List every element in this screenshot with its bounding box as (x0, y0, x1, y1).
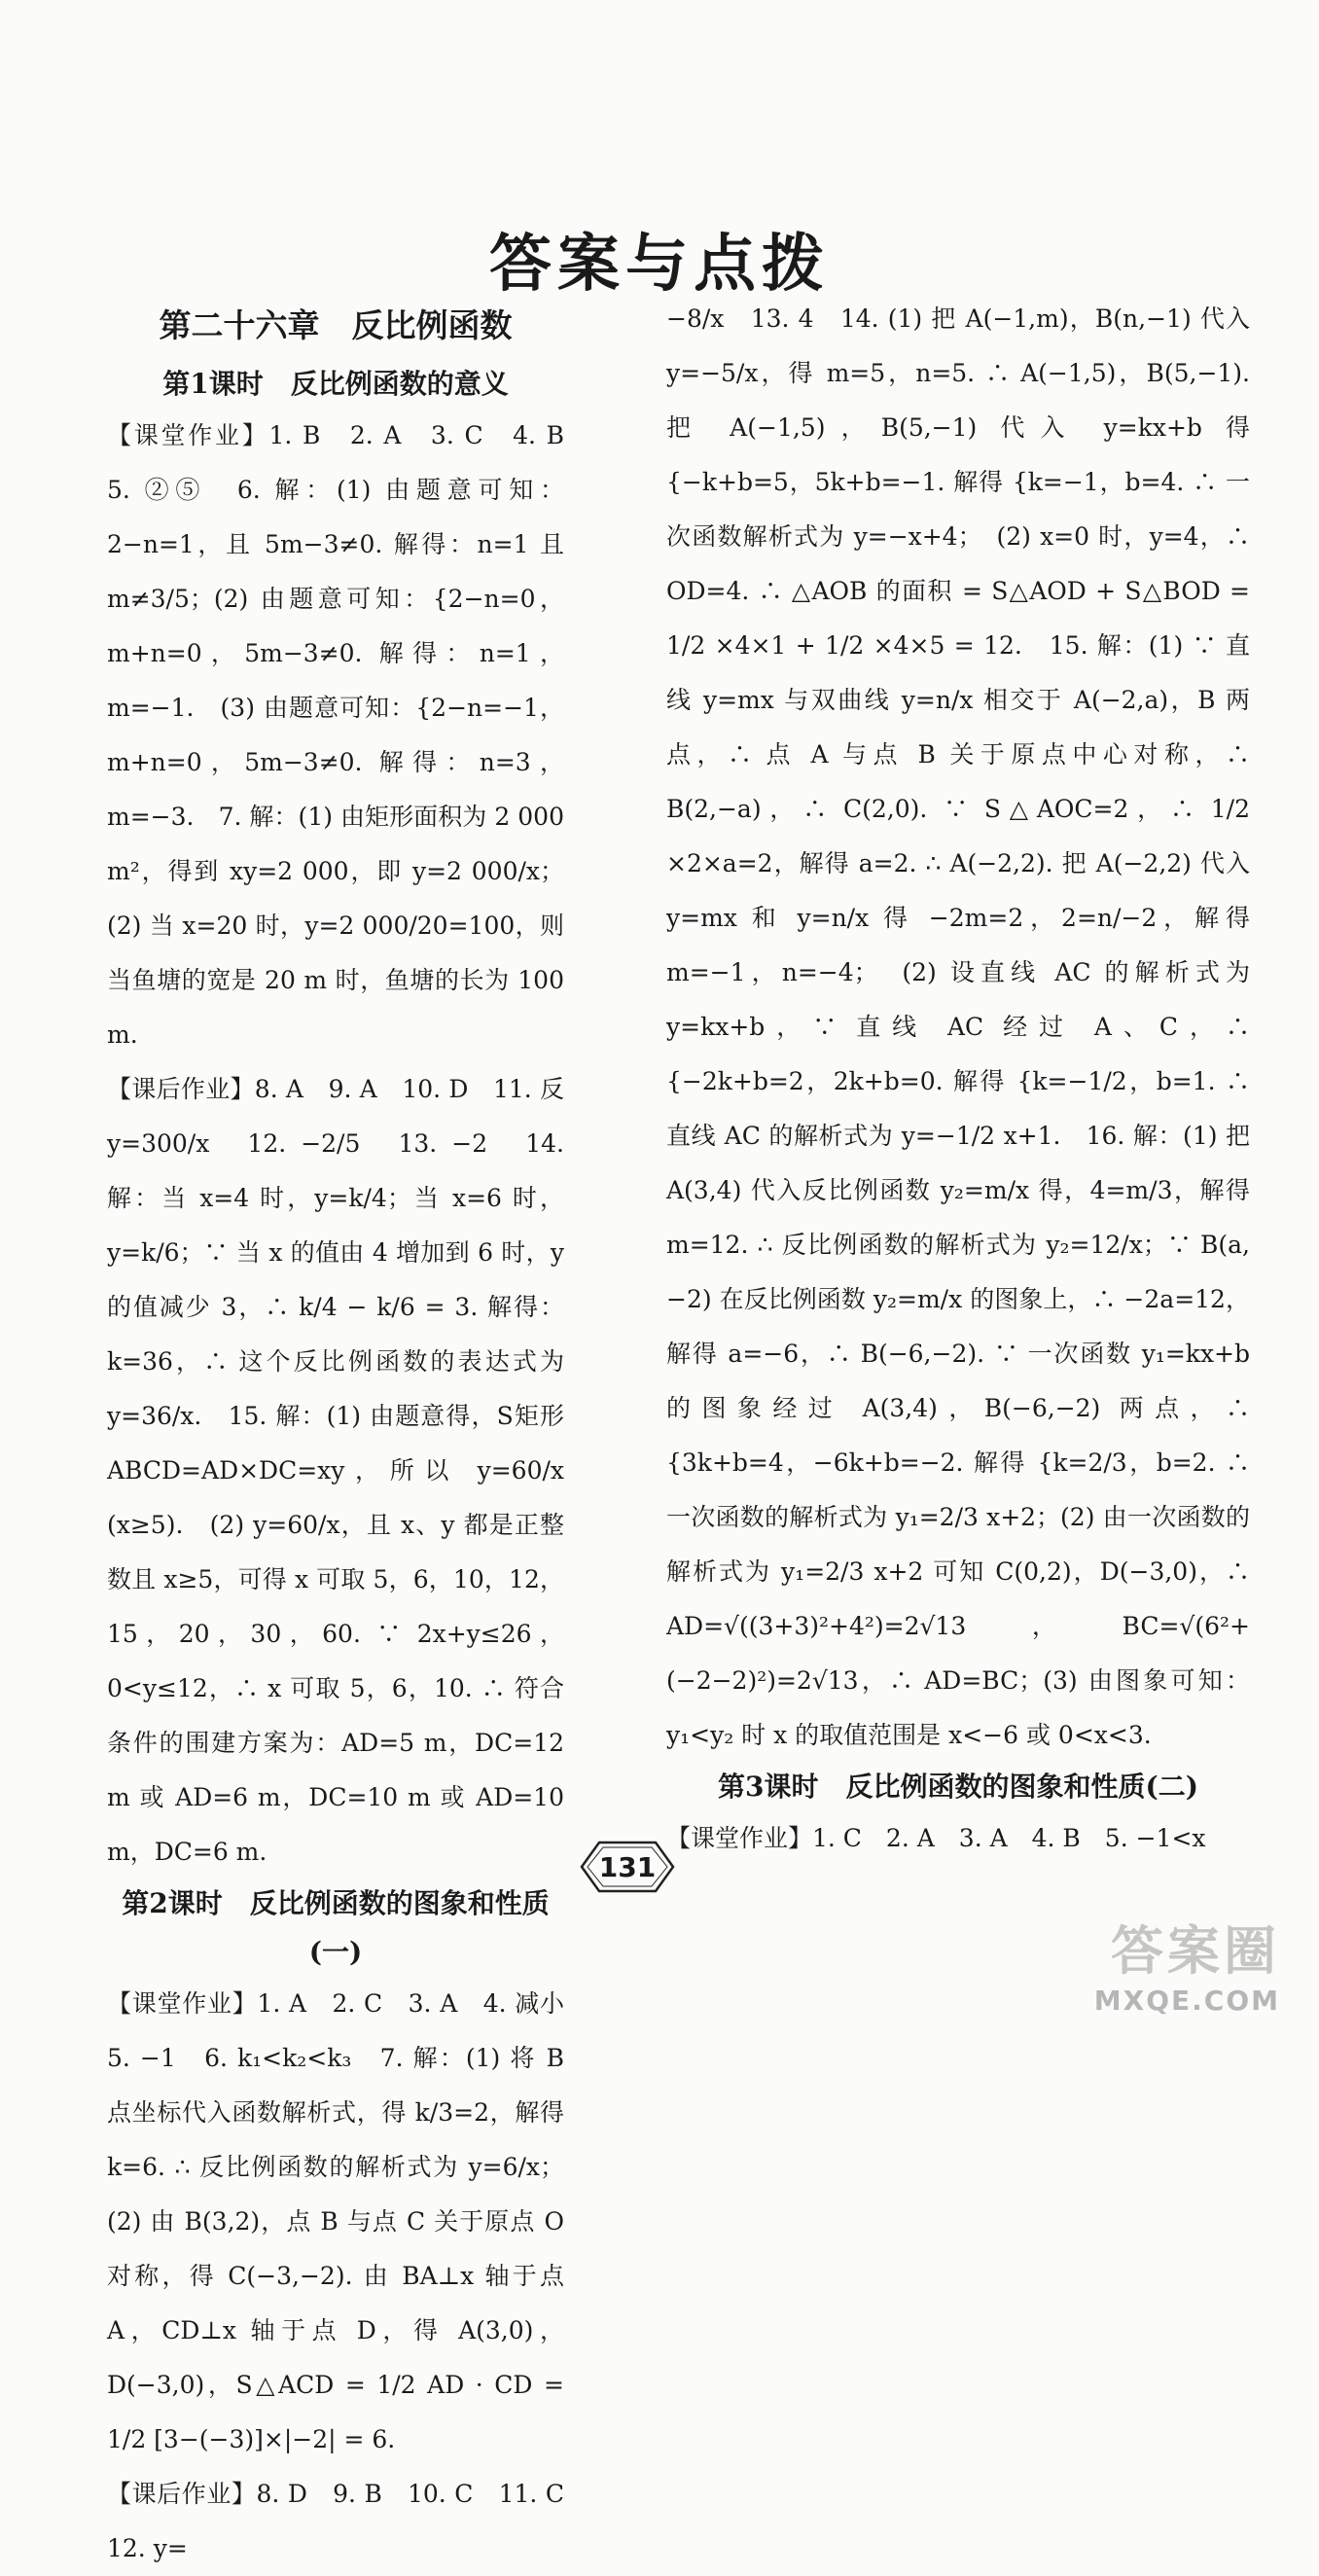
page-number-text: 131 (598, 1850, 657, 1883)
lesson-1-title: 第1课时 反比例函数的意义 (162, 368, 509, 400)
lesson-2-title: 第2课时 反比例函数的图象和性质(一) (122, 1887, 550, 1968)
watermark (969, 1910, 1280, 2017)
page-number (574, 1839, 681, 1895)
watermark-url: MXQE.COM (1093, 1985, 1280, 2017)
right-column-answers: −8/x 13. 4 14. (1) 把 A(−1,m)，B(n,−1) 代入 y=−5/x，得 m=5，n=5. ∴ A(−1,5)，B(5,−1). 把 A(−1,5)，B(5,−1) 代入 y=kx+b 得 {−k+b=5，5k+b=−1. 解得 {k=−1，b=4. ∴ 一次函数解析式为 y=−x+4； (2) x=0 时，y=4，∴ OD=4. ∴ △AOB 的面积 = S△AOD + S△BOD = 1/2 ×4×1 + 1/2 ×4×5 = 12. 15. 解：(1) ∵ 直线 y=mx 与双曲线 y=n/x 相交于 A(−2,a)，B 两点，∴ 点 A 与点 B 关于原点中心对称，∴ B(2,−a)，∴ C(2,0). ∵ S△AOC=2，∴ 1/2 ×2×a=2，解得 a=2. ∴ A(−2,2). 把 A(−2,2) 代入 y=mx 和 y=n/x 得 −2m=2，2=n/−2，解得 m=−1，n=−4； (2) 设直线 AC 的解析式为 y=kx+b，∵ 直线 AC 经过 A、C，∴ {−2k+b=2，2k+b=0. 解得 {k=−1/2，b=1. ∴ 直线 AC 的解析式为 y=−1/2 x+1. 16. 解：(1) 把 A(3,4) 代入反比例函数 y₂=m/x 得，4=m/3，解得 m=12. ∴ 反比例函数的解析式为 y₂=12/x；∵ B(a,−2) 在反比例函数 y₂=m/x 的图象上，∴ −2a=12，解得 a=−6，∴ B(−6,−2). ∵ 一次函数 y₁=kx+b 的图象经过 A(3,4)，B(−6,−2) 两点，∴ {3k+b=4，−6k+b=−2. 解得 {k=2/3，b=2. ∴ 一次函数的解析式为 y₁=2/3 x+2；(2) 由一次函数的解析式为 y₁=2/3 x+2 可知 C(0,2)，D(−3,0)，∴ AD=√((3+3)²+4²)=2√13，BC=√(6²+(−2−2)²)=2√13，∴ AD=BC；(3) 由图象可知：y₁<y₂ 时 x 的取值范围是 x<−6 或 0<x<3. (666, 304, 1250, 1749)
lesson-2-homework: 【课后作业】8. D 9. B 10. C 11. C 12. y= (107, 2480, 589, 2562)
lesson-3-class-work: 【课堂作业】1. C 2. A 3. A 4. B 5. −1<x (666, 1824, 1206, 1852)
lesson-1-class-work: 【课堂作业】1. B 2. A 3. C 4. B 5. ②⑤ 6. 解：(1) 由题意可知：2−n=1，且 5m−3≠0. 解得：n=1 且 m≠3/5；(2) 由题意可知：{2−n=0，m+n=0，5m−3≠0. 解得：n=1，m=−1. (3) 由题意可知：{2−n=−1，m+n=0，5m−3≠0. 解得：n=3，m=−3. 7. 解：(1) 由矩形面积为 2 000 m²，得到 xy=2 000，即 y=2 000/x；(2) 当 x=20 时，y=2 000/20=100，则当鱼塘的宽是 20 m 时，鱼塘的长为 100 m. (107, 421, 589, 1049)
chapter-title: 第二十六章 反比例函数 (159, 306, 513, 344)
left-column (107, 292, 589, 2576)
lesson-1-homework: 【课后作业】8. A 9. A 10. D 11. 反 y=300/x 12. −2/5 13. −2 14. 解：当 x=4 时，y=k/4；当 x=6 时，y=k/6；∵ 当 x 的值由 4 增加到 6 时，y 的值减少 3，∴ k/4 − k/6 = 3. 解得：k=36，∴ 这个反比例函数的表达式为 y=36/x. 15. 解：(1) 由题意得，S矩形ABCD=AD×DC=xy，所以 y=60/x (x≥5). (2) y=60/x，且 x、y 都是正整数且 x≥5，可得 x 可取 5，6，10，12，15，20，30，60. ∵ 2x+y≤26，0<y≤12，∴ x 可取 5，6，10. ∴ 符合条件的围建方案为：AD=5 m，DC=12 m 或 AD=6 m，DC=10 m 或 AD=10 m，DC=6 m. (107, 1075, 589, 1866)
watermark-logo: 答案圈 (1111, 1920, 1280, 1982)
lesson-3-title: 第3课时 反比例函数的图象和性质(二) (718, 1771, 1198, 1803)
right-column (666, 292, 1250, 1866)
page-title: 答案与点拨 (489, 228, 830, 301)
lesson-2-class-work: 【课堂作业】1. A 2. C 3. A 4. 减小 5. −1 6. k₁<k₂<k₃ 7. 解：(1) 将 B 点坐标代入函数解析式，得 k/3=2，解得 k=6. ∴ 反比例函数的解析式为 y=6/x；(2) 由 B(3,2)，点 B 与点 C 关于原点 O 对称，得 C(−3,−2). 由 BA⊥x 轴于点 A，CD⊥x 轴于点 D，得 A(3,0)，D(−3,0)，S△ACD = 1/2 AD · CD = 1/2 [3−(−3)]×|−2| = 6. (107, 1989, 589, 2453)
